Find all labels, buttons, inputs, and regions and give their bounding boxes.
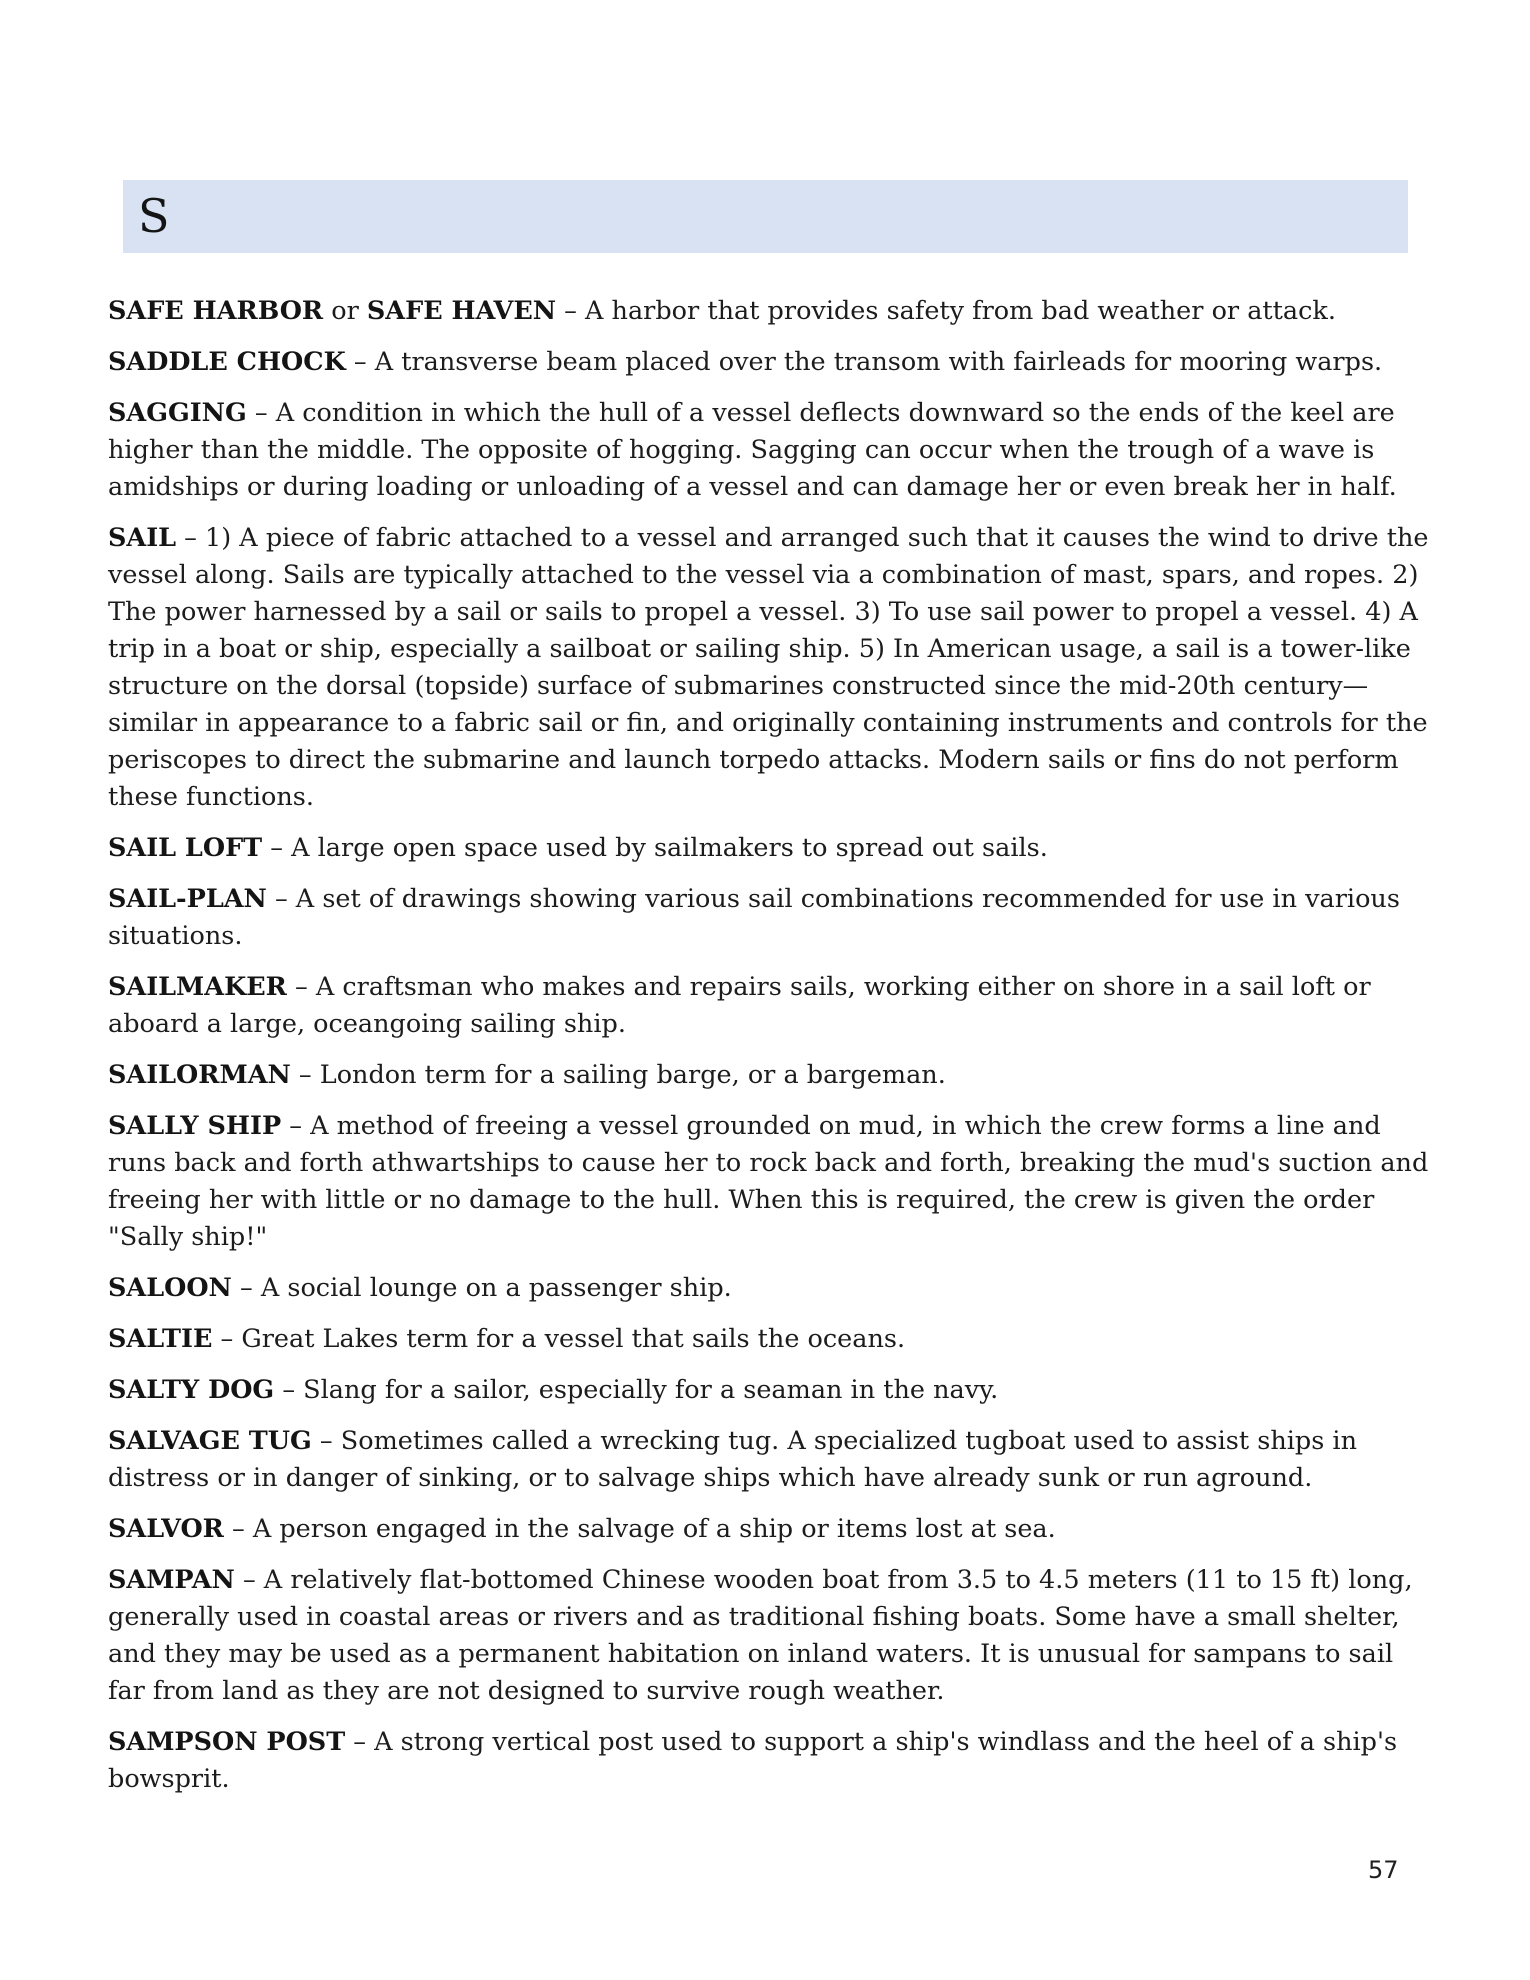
entry-definition: – A transverse beam placed over the transom with fairleads for mooring warps. xyxy=(345,347,1383,377)
entry-term: SALTY DOG xyxy=(108,1375,275,1405)
entry-definition: – A strong vertical post used to support a ship's windlass and the heel of a ship's bowsprit. xyxy=(108,1727,1398,1794)
section-header-band xyxy=(123,180,1408,253)
entry-definition: – A large open space used by sailmakers to spread out sails. xyxy=(262,833,1048,863)
entry-term: SALVOR xyxy=(108,1514,224,1544)
entry-term: SALOON xyxy=(108,1273,232,1303)
glossary-entry xyxy=(108,520,1434,816)
entry-term: SAIL xyxy=(108,523,177,553)
glossary-entry xyxy=(108,1372,1434,1409)
section-letter: S xyxy=(138,189,170,243)
entry-definition: – 1) A piece of fabric attached to a vessel and arranged such that it causes the wind to drive the vessel along. Sails are typically attached to the vessel via a combination of mast, spars, and ropes. 2) The power harnessed by a sail or sails to propel a vessel. 3) To use sail power to propel a vessel. 4) A trip in a boat or ship, especially a sailboat or sailing ship. 5) In American usage, a sail is a tower-like structure on the dorsal (topside) surface of submarines constructed since the mid-20th century—similar in appearance to a fabric sail or fin, and originally containing instruments and controls for the periscopes to direct the submarine and launch torpedo attacks. Modern sails or fins do not perform these functions. xyxy=(108,523,1429,812)
glossary-entry xyxy=(108,1108,1434,1256)
entry-term: SAILORMAN xyxy=(108,1060,291,1090)
glossary-entry xyxy=(108,1321,1434,1358)
entry-connector: or xyxy=(323,296,367,326)
entry-definition: – A method of freeing a vessel grounded on mud, in which the crew forms a line and runs back and forth athwartships to cause her to rock back and forth, breaking the mud's suction and freeing her with little or no damage to the hull. When this is required, the crew is given the order "Sally ship!" xyxy=(108,1111,1429,1252)
page-number: 57 xyxy=(1368,1856,1399,1884)
entry-term: SAIL-PLAN xyxy=(108,884,267,914)
entry-term: SAFE HARBOR xyxy=(108,296,324,326)
entry-term: SALLY SHIP xyxy=(108,1111,282,1141)
entry-definition: – Great Lakes term for a vessel that sails the oceans. xyxy=(212,1324,906,1354)
glossary-entry xyxy=(108,344,1434,381)
glossary-entry xyxy=(108,1270,1434,1307)
glossary-entry xyxy=(108,1724,1434,1798)
entry-definition: – A craftsman who makes and repairs sails, working either on shore in a sail loft or aboard a large, oceangoing sailing ship. xyxy=(108,972,1371,1039)
glossary-entry xyxy=(108,395,1434,506)
glossary-entries xyxy=(108,293,1434,1812)
entry-term-alt: SAFE HAVEN xyxy=(366,296,557,326)
glossary-entry xyxy=(108,1057,1434,1094)
entry-definition: – A condition in which the hull of a vessel deflects downward so the ends of the keel are higher than the middle. The opposite of hogging. Sagging can occur when the trough of a wave is amidships or during loading or unloading of a vessel and can damage her or even break her in half. xyxy=(108,398,1397,502)
entry-term: SALVAGE TUG xyxy=(108,1426,312,1456)
entry-term: SALTIE xyxy=(108,1324,213,1354)
glossary-entry xyxy=(108,1511,1434,1548)
entry-term: SAMPSON POST xyxy=(108,1727,346,1757)
entry-term: SAGGING xyxy=(108,398,247,428)
entry-definition: – A harbor that provides safety from bad weather or attack. xyxy=(556,296,1336,326)
entry-definition: – A person engaged in the salvage of a ship or items lost at sea. xyxy=(223,1514,1056,1544)
entry-term: SADDLE CHOCK xyxy=(108,347,346,377)
glossary-entry xyxy=(108,969,1434,1043)
entry-definition: – A social lounge on a passenger ship. xyxy=(231,1273,732,1303)
glossary-entry xyxy=(108,293,1434,330)
entry-definition: – A set of drawings showing various sail combinations recommended for use in various situations. xyxy=(108,884,1400,951)
glossary-entry xyxy=(108,1562,1434,1710)
glossary-entry xyxy=(108,881,1434,955)
entry-term: SAMPAN xyxy=(108,1565,235,1595)
entry-definition: – Sometimes called a wrecking tug. A specialized tugboat used to assist ships in distress or in danger of sinking, or to salvage ships which have already sunk or run aground. xyxy=(108,1426,1357,1493)
entry-term: SAIL LOFT xyxy=(108,833,263,863)
glossary-entry xyxy=(108,1423,1434,1497)
glossary-entry xyxy=(108,830,1434,867)
entry-definition: – London term for a sailing barge, or a bargeman. xyxy=(290,1060,946,1090)
entry-term: SAILMAKER xyxy=(108,972,287,1002)
entry-definition: – A relatively flat-bottomed Chinese wooden boat from 3.5 to 4.5 meters (11 to 15 ft) long, generally used in coastal areas or rivers and as traditional fishing boats. Some have a small shelter, and they may be used as a permanent habitation on inland waters. It is unusual for sampans to sail far from land as they are not designed to survive rough weather. xyxy=(108,1565,1413,1706)
entry-definition: – Slang for a sailor, especially for a seaman in the navy. xyxy=(274,1375,999,1405)
